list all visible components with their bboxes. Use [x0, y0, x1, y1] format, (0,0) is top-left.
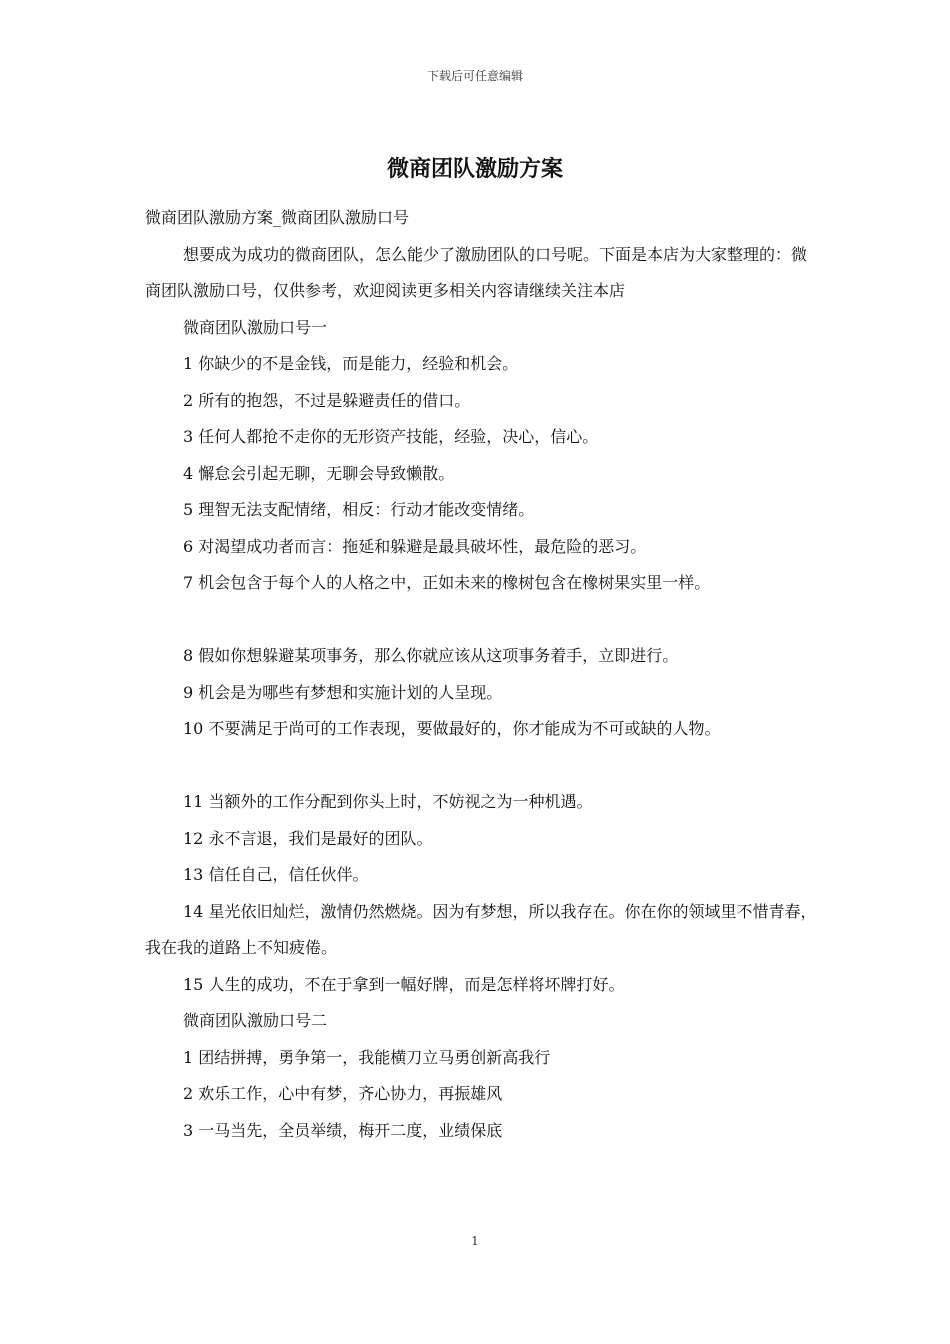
header-note: 下载后可任意编辑	[426, 69, 523, 83]
list-item: 3 任何人都抢不走你的无形资产技能，经验，决心，信心。	[183, 427, 599, 446]
section-heading-1: 微商团队激励口号一	[183, 317, 328, 337]
list-item: 13 信任自己，信任伙伴。	[183, 865, 369, 884]
list-item: 14 星光依旧灿烂，激情仍然燃烧。因为有梦想，所以我存在。你在你的领域里不惜青春，我在我的道路上不知疲倦。	[145, 901, 817, 957]
list-item: 8 假如你想躲避某项事务，那么你就应该从这项事务着手，立即进行。	[183, 646, 679, 665]
list-item: 6 对渴望成功者而言：拖延和躲避是最具破坏性，最危险的恶习。	[183, 536, 647, 556]
list-item: 10 不要满足于尚可的工作表现，要做最好的，你才能成为不可或缺的人物。	[183, 719, 721, 738]
blank-line	[145, 748, 820, 785]
list-item: 3 一马当先，全员举绩，梅开二度，业绩保底	[183, 1120, 503, 1140]
list-item: 11 当额外的工作分配到你头上时，不妨视之为一种机遇。	[183, 792, 593, 811]
list-item: 1 团结拼搏，勇争第一，我能横刀立马勇创新高我行	[183, 1047, 551, 1067]
list-item: 7 机会包含于每个人的人格之中，正如未来的橡树包含在橡树果实里一样。	[183, 573, 711, 592]
page-number: 1	[471, 1234, 479, 1248]
section-heading-2: 微商团队激励口号二	[183, 1011, 328, 1030]
list-item: 1 你缺少的不是金钱，而是能力，经验和机会。	[183, 354, 519, 373]
document-body	[145, 200, 820, 1149]
list-item: 5 理智无法支配情绪，相反：行动才能改变情绪。	[183, 500, 535, 519]
list-item: 12 永不言退，我们是最好的团队。	[183, 828, 433, 848]
list-item: 15 人生的成功，不在于拿到一幅好牌，而是怎样将坏牌打好。	[183, 974, 625, 994]
intro-paragraph: 想要成为成功的微商团队，怎么能少了激励团队的口号呢。下面是本店为大家整理的：微商团队激励口号，仅供参考，欢迎阅读更多相关内容请继续关注本店	[145, 244, 808, 300]
list-item: 4 懈怠会引起无聊，无聊会导致懒散。	[183, 463, 455, 483]
list-item: 9 机会是为哪些有梦想和实施计划的人呈现。	[183, 682, 503, 702]
list-item: 2 所有的抱怨，不过是躲避责任的借口。	[183, 390, 471, 410]
subtitle: 微商团队激励方案_微商团队激励口号	[145, 208, 410, 227]
document-title: 微商团队激励方案	[386, 156, 563, 182]
blank-line	[145, 602, 820, 639]
list-item: 2 欢乐工作，心中有梦，齐心协力，再振雄风	[183, 1084, 503, 1103]
